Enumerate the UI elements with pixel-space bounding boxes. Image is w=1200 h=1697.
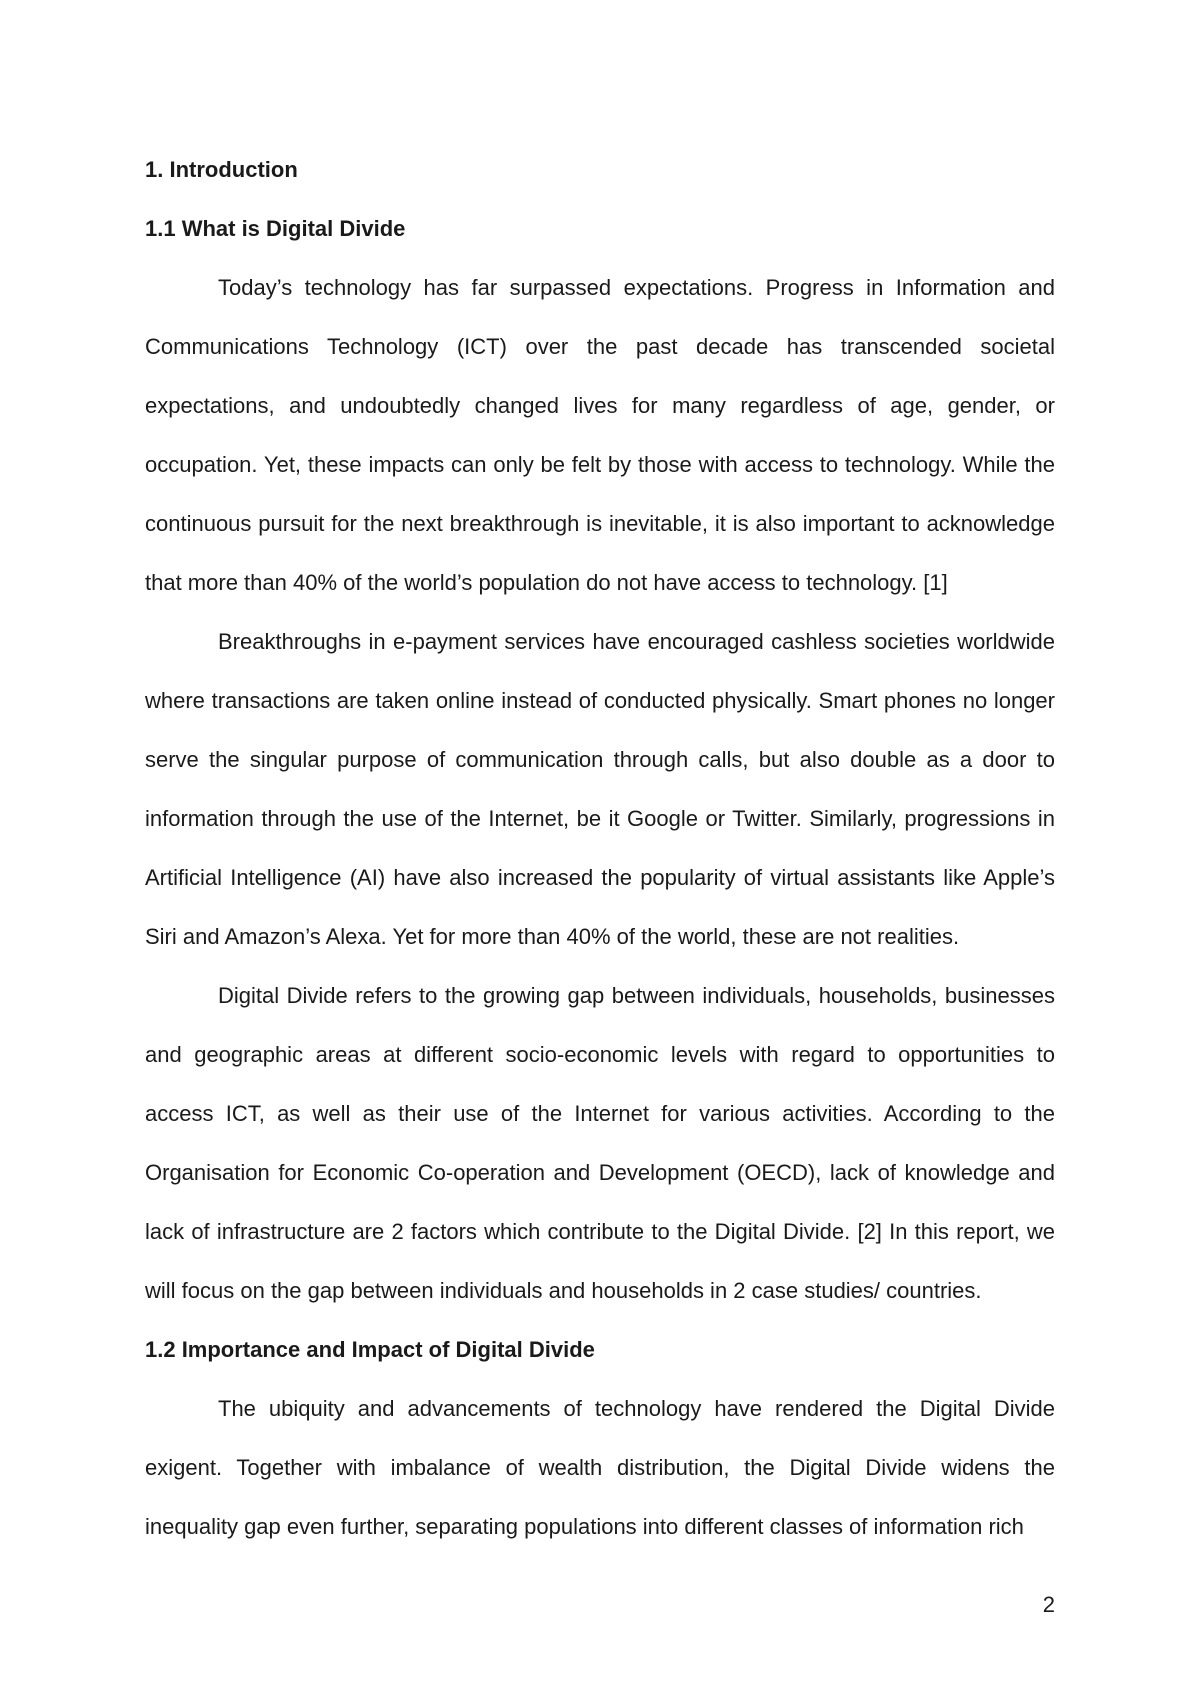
subsection-title: 1.1 What is Digital Divide [145, 216, 406, 241]
paragraph: The ubiquity and advancements of technology have rendered the Digital Divide exigent. Together with imbalance of wealth distribution, the Digital Divide widens the inequality gap even further, separating populations into different classes of information rich [145, 1396, 1055, 1539]
page-number: 2 [1042, 1592, 1055, 1617]
section-title: 1. Introduction [145, 157, 298, 182]
paragraph: Today’s technology has far surpassed expectations. Progress in Information and Communications Technology (ICT) over the past decade has transcended societal expectations, and undoubtedly changed lives for many regardless of age, gender, or occupation. Yet, these impacts can only be felt by those with access to technology. While the continuous pursuit for the next breakthrough is inevitable, it is also important to acknowledge that more than 40% of the world’s population do not have access to technology. [1] [145, 275, 1055, 595]
document-body [145, 140, 1055, 1556]
paragraph: Breakthroughs in e-payment services have encouraged cashless societies worldwide where transactions are taken online instead of conducted physically. Smart phones no longer serve the singular purpose of communication through calls, but also double as a door to information through the use of the Internet, be it Google or Twitter. Similarly, progressions in Artificial Intelligence (AI) have also increased the popularity of virtual assistants like Apple’s Siri and Amazon’s Alexa. Yet for more than 40% of the world, these are not realities. [145, 629, 1055, 949]
paragraph: Digital Divide refers to the growing gap between individuals, households, businesses and geographic areas at different socio-economic levels with regard to opportunities to access ICT, as well as their use of the Internet for various activities. According to the Organisation for Economic Co-operation and Development (OECD), lack of knowledge and lack of infrastructure are 2 factors which contribute to the Digital Divide. [2] In this report, we will focus on the gap between individuals and households in 2 case studies/ countries. [145, 983, 1055, 1303]
subsection-title: 1.2 Importance and Impact of Digital Divide [145, 1337, 595, 1362]
